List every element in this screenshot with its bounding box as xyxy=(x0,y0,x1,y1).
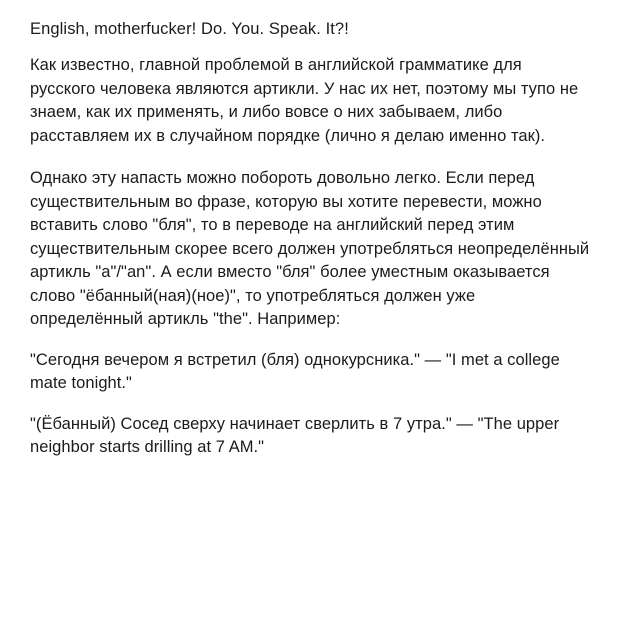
post-title: English, motherfucker! Do. You. Speak. It?! xyxy=(30,20,349,38)
post-example-2: "(Ёбанный) Сосед сверху начинает сверлить в 7 утра." — "The upper neighbor starts drilling at 7 AM." xyxy=(30,414,560,456)
post-paragraph-2: Однако эту напасть можно побороть довольно легко. Если перед существительным во фразе, которую вы хотите перевести, можно вставить слово "бля", то в переводе на английский перед этим существительным скорее всего должен употребляться неопределённый артикль "a"/"an". А если вместо "бля" более уместным оказывается слово "ёбанный(ная)(ное)", то употребляться должен уже определённый артикль "the". Например: xyxy=(30,169,590,328)
post-paragraph-1: Как известно, главной проблемой в английской грамматике для русского человека являются артикли. У нас их нет, поэтому мы тупо не знаем, как их применять, и либо вовсе о них забываем, либо расставляем их в случайном порядке (лично я делаю именно так). xyxy=(30,56,579,145)
post-example-1: "Сегодня вечером я встретил (бля) однокурсника." — "I met a college mate tonight." xyxy=(30,350,560,392)
